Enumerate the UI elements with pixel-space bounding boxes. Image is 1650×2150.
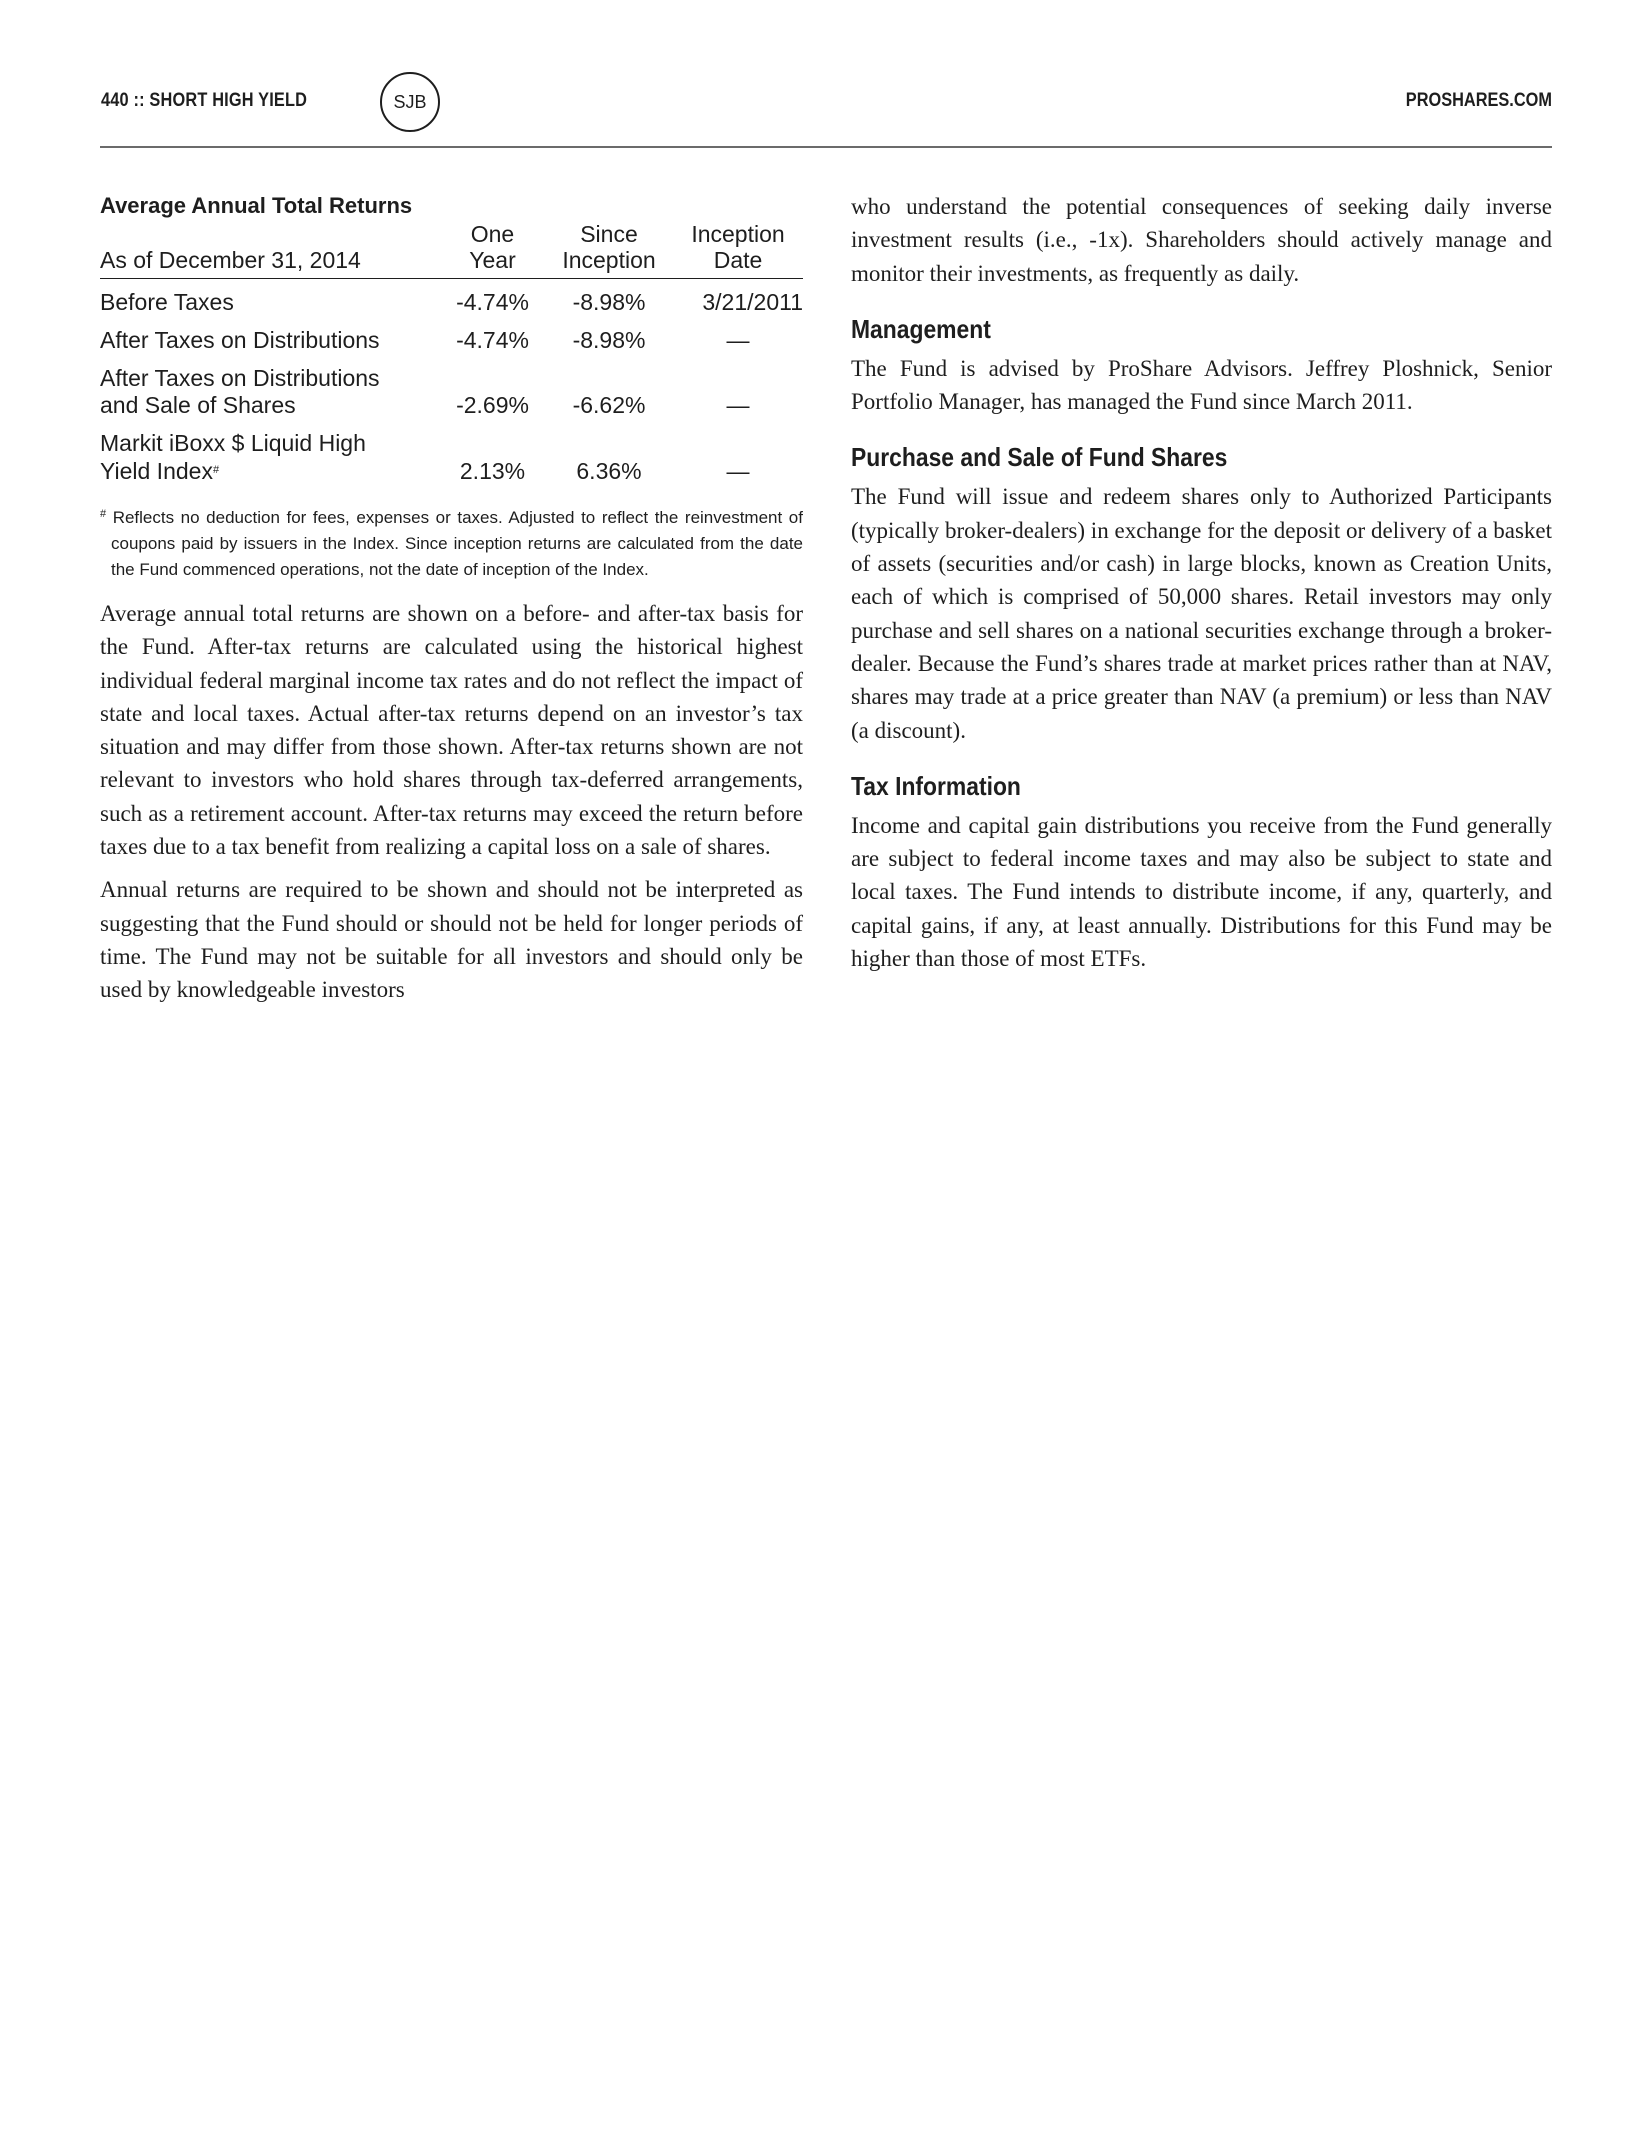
returns-table-header	[100, 221, 803, 279]
section-text-tax-information: Income and capital gain distributions you receive from the Fund generally are subject to federal income taxes and may also be subject to state and local taxes. The Fund intends to distribute income, if any, quarterly, and capital gains, if any, at least annually. Distributions for this Fund may be higher than those of most ETFs.	[851, 812, 1552, 972]
table-row	[100, 419, 803, 485]
section-heading-management: Management	[851, 313, 991, 344]
header-as-of: As of December 31, 2014	[100, 221, 440, 279]
table-row	[100, 279, 803, 317]
site-url: PROSHARES.COM	[1405, 90, 1552, 111]
header-divider	[100, 146, 1552, 148]
row-label: Before Taxes	[100, 289, 234, 315]
one-year-value: -2.69%	[456, 392, 529, 418]
section-heading-purchase-sale: Purchase and Sale of Fund Shares	[851, 442, 1228, 473]
footnote-marker: #	[212, 464, 220, 476]
ticker-badge: SJB	[380, 72, 440, 132]
body-paragraph: Annual returns are required to be shown and should not be interpreted as suggesting that the Fund should or should not be held for longer periods of time. The Fund may not be suitable for all investors and should only be used by knowledgeable investors	[100, 877, 803, 1003]
since-inception-value: 6.36%	[576, 458, 642, 484]
inception-date-value: —	[726, 327, 750, 353]
header-inception-date: Inception Date	[673, 221, 803, 279]
table-row	[100, 354, 803, 419]
table-row	[100, 316, 803, 354]
page-header-title: 440 :: SHORT HIGH YIELD	[101, 90, 308, 111]
row-label: Markit iBoxx $ Liquid High Yield Index#	[100, 430, 366, 484]
header-since-inception: Since Inception	[545, 221, 673, 279]
left-column	[100, 190, 803, 1007]
inception-date-value: —	[726, 458, 750, 484]
table-footnote: # Reflects no deduction for fees, expenses or taxes. Adjusted to reflect the reinvestment of coupons paid by issuers in the Index. Since inception returns are calculated from the date the Fund commenced operations, not the date of inception of the Index.	[100, 508, 803, 579]
continued-paragraph: who understand the potential consequences of seeking daily inverse investment results (i.e., -1x). Shareholders should actively manage and monitor their investments, as frequently as daily.	[851, 194, 1552, 286]
header-one-year: One Year	[440, 221, 545, 279]
right-column	[851, 190, 1552, 975]
one-year-value: -4.74%	[456, 327, 529, 353]
section-text-management: The Fund is advised by ProShare Advisors. Jeffrey Ploshnick, Senior Portfolio Manager, has managed the Fund since March 2011.	[851, 355, 1552, 415]
row-label: After Taxes on Distributions and Sale of Shares	[100, 365, 380, 418]
since-inception-value: -6.62%	[572, 392, 646, 418]
since-inception-value: -8.98%	[572, 327, 646, 353]
inception-date-value: —	[726, 392, 750, 418]
footnote-mark: #	[100, 508, 107, 520]
section-text-purchase-sale: The Fund will issue and redeem shares only to Authorized Participants (typically broker-dealers) in exchange for the deposit or delivery of a basket of assets (securities and/or cash) in large blocks, known as Creation Units, each of which is comprised of 50,000 shares. Retail investors may only purchase and sell shares on a national securities exchange through a broker-dealer. Because the Fund’s shares trade at market prices rather than at NAV, shares may trade at a price greater than NAV (a premium) or less than NAV (a discount).	[851, 484, 1552, 743]
body-paragraph: Average annual total returns are shown on a before- and after-tax basis for the Fund. After-tax returns are calculated using the historical highest individual federal marginal income tax rates and do not reflect the impact of state and local taxes. Actual after-tax returns depend on an investor’s tax situation and may differ from those shown. After-tax returns shown are not relevant to investors who hold shares through tax-deferred arrangements, such as a retirement account. After-tax returns may exceed the return before taxes due to a tax benefit from realizing a capital loss on a sale of shares.	[100, 601, 803, 860]
one-year-value: -4.74%	[456, 289, 529, 315]
returns-table-title: Average Annual Total Returns	[100, 193, 413, 218]
one-year-value: 2.13%	[459, 458, 526, 484]
since-inception-value: -8.98%	[572, 289, 646, 315]
inception-date-value: 3/21/2011	[702, 289, 803, 315]
returns-table	[100, 221, 803, 485]
section-heading-tax-information: Tax Information	[851, 770, 1021, 801]
row-label: After Taxes on Distributions	[100, 327, 380, 353]
